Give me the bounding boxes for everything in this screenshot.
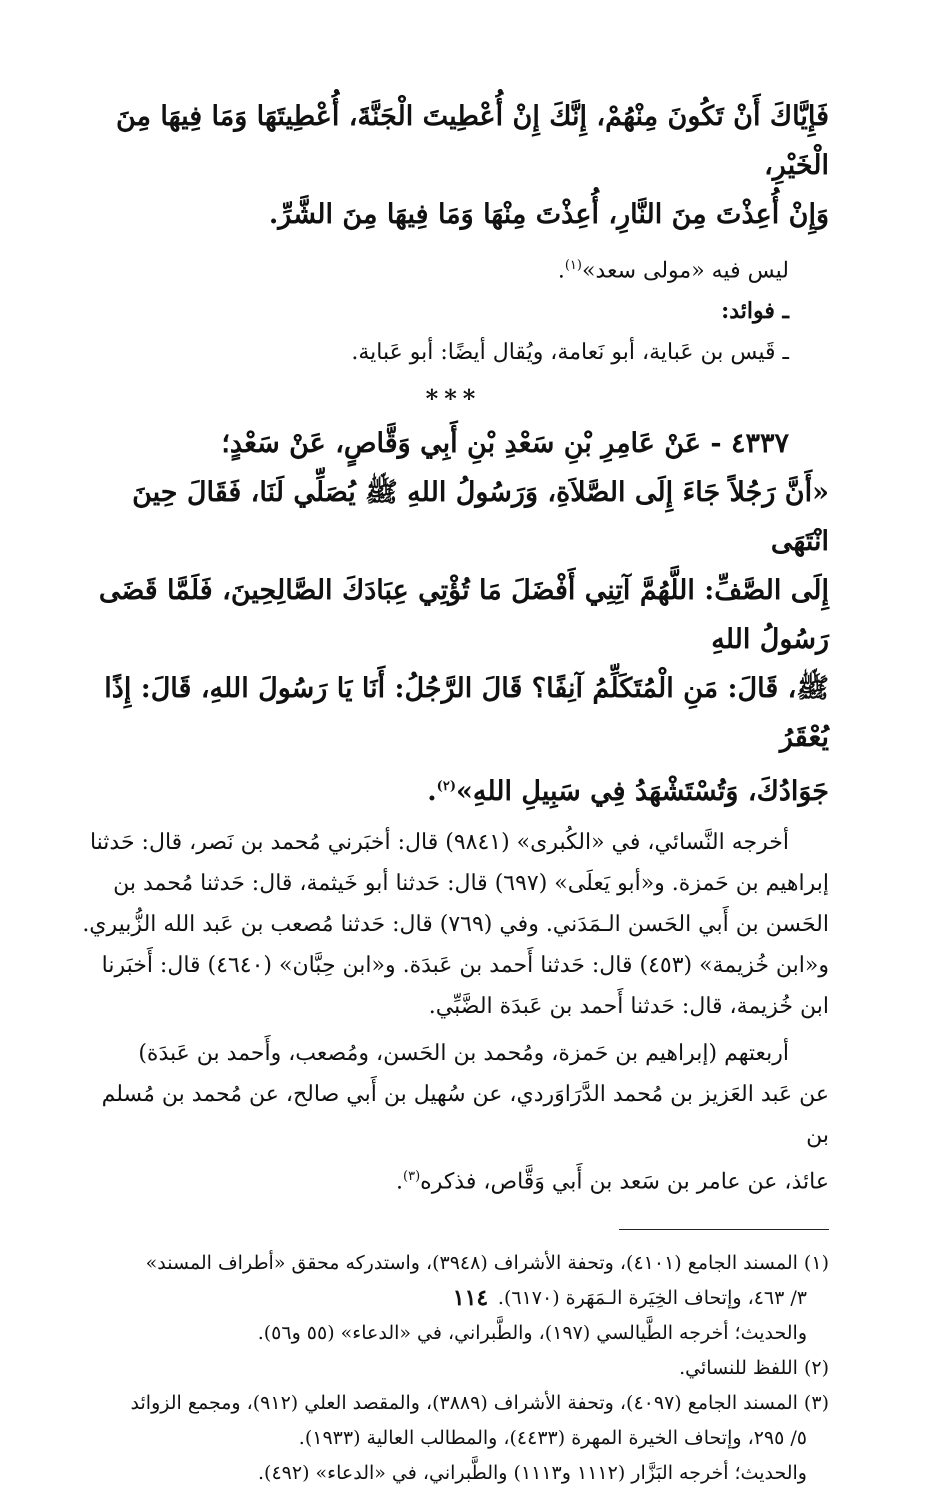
footnote-3-line: (٣) المسند الجامع (٤٠٩٧)، وتحفة الأشراف (٣٨٨٩)، والمقصد العلي (٩١٢)، ومجمع الزوائد: [130, 1391, 829, 1414]
footnote-3-line: ٥/ ٢٩٥، وإتحاف الخيرة المهرة (٤٤٣٣)، والمطالب العالية (١٩٣٣).: [298, 1426, 807, 1449]
prev-hadith-text: [78, 92, 829, 239]
hadith-main: [78, 419, 829, 816]
isnad-paragraph: [78, 1033, 829, 1202]
isnad-line: أربعتهم (إبراهيم بن حَمزة، ومُحمد بن الحَسن، ومُصعب، وأَحمد بن عَبدَة): [138, 1041, 789, 1067]
section-separator-stars: ***: [425, 384, 482, 414]
footnote-1-line: ٣/ ٤٦٣، وإتحاف الخِيَرة الـمَهَرة (٦١٧٠).: [497, 1286, 807, 1309]
fawaid-heading: ـ فوائد:: [721, 298, 789, 325]
takhrij-line: الحَسن بن أَبي الحَسن الـمَدَني. وفي (٧٦٩) قال: حَدثنا مُصعب بن عَبد الله الزُّبيري.: [82, 912, 829, 938]
hadith-line: ﷺ، قَالَ: مَنِ الْمُتَكَلِّمُ آنِفًا؟ قَالَ الرَّجُلُ: أَنَا يَا رَسُولَ اللهِ، قَالَ: إِذًا يُعْقَرُ: [104, 673, 829, 754]
footnote-separator: [619, 1229, 829, 1230]
footnote-ref: (١): [564, 258, 582, 273]
takhrij-line: أخرجه النَّسائي، في «الكُبرى» (٩٨٤١) قال: أخبَرني مُحمد بن نَصر، قال: حَدثنا: [89, 830, 789, 856]
hadith-last-line: جَوَادُكَ، وَتُسْتَشْهَدُ فِي سَبِيلِ اللهِ»$^{(٢)}$.: [427, 776, 829, 808]
prev-hadith-line: فَإِيَّاكَ أَنْ تَكُونَ مِنْهُمْ، إِنَّكَ إِنْ أُعْطِيتَ الْجَنَّةَ، أُعْطِيتَهَا وَمَا فِيهَا مِنَ الْخَيْرِ،: [115, 101, 829, 181]
prev-hadith-line: وَإِنْ أُعِذْتَ مِنَ النَّارِ، أُعِذْتَ مِنْهَا وَمَا فِيهَا مِنَ الشَّرِّ.: [268, 199, 829, 230]
takhrij-line: و«ابن خُزيمة» (٤٥٣) قال: حَدثنا أَحمد بن عَبدَة. و«ابن حِبَّان» (٤٦٤٠) قال: أَخبَرنا: [101, 953, 829, 979]
footnotes: [78, 1246, 829, 1491]
hadith-opening: ٤٣٣٧ - عَنْ عَامِرِ بْنِ سَعْدِ بْنِ أَبِي وَقَّاصٍ، عَنْ سَعْدٍ؛: [221, 428, 789, 460]
takhrij-paragraph: [78, 822, 829, 1027]
footnote-ref: (٣): [403, 1169, 421, 1185]
footnote-2: (٢) اللفظ للنسائي.: [679, 1356, 829, 1379]
footnote-separator-wrap: [78, 1203, 829, 1246]
footnote-1-hadith: والحديث؛ أخرجه الطَّيالسي (١٩٧)، والطَّبراني، في «الدعاء» (٥٥ و٥٦).: [257, 1321, 807, 1344]
page-number: ١١٤: [452, 1285, 489, 1311]
hadith-line: «أَنَّ رَجُلاً جَاءَ إِلَى الصَّلاَةِ، وَرَسُولُ اللهِ ﷺ يُصَلِّي لَنَا، فَقَالَ حِينَ انْتَهَى: [132, 477, 829, 558]
takhrij-line: إبراهيم بن حَمزة. و«أبو يَعلَى» (٦٩٧) قال: حَدثنا أبو خَيثمة، قال: حَدثنا مُحمد بن: [113, 871, 829, 897]
isnad-last-line: عائذ، عن عامر بن سَعد بن أَبي وَقَّاص، فذكره$^{(٣)}$.: [396, 1169, 829, 1195]
prev-hadith-note: ليس فيه «مولى سعد»$^{(١)}$.: [557, 258, 789, 284]
hadith-line: إِلَى الصَّفِّ: اللَّهُمَّ آتِنِي أَفْضَلَ مَا تُؤْتِي عِبَادَكَ الصَّالِحِينَ، فَلَمَّا قَضَى رَسُولُ اللهِ: [98, 575, 829, 656]
footnote-3-hadith: والحديث؛ أخرجه البَزَّار (١١١٢ و١١١٣) والطَّبراني، في «الدعاء» (٤٩٢).: [258, 1461, 807, 1484]
footnote-ref: (٢): [436, 779, 456, 795]
hadith-number: ٤٣٣٧: [730, 428, 789, 460]
footnote-1-line: (١) المسند الجامع (٤١٠١)، وتحفة الأشراف (٣٩٤٨)، واستدركه محقق «أطراف المسند»: [145, 1251, 829, 1274]
takhrij-line: ابن خُزيمة، قال: حَدثنا أَحمد بن عَبدَة الضَّبِّي.: [428, 994, 829, 1020]
fawaid-item: ـ قَيس بن عَباية، أبو نَعامة، ويُقال أيضًا: أبو عَباية.: [351, 340, 789, 366]
isnad-line: عن عَبد العَزيز بن مُحمد الدَّرَاوَردي، عن سُهيل بن أَبي صالح، عن مُحمد بن مُسلم بن: [101, 1082, 829, 1149]
